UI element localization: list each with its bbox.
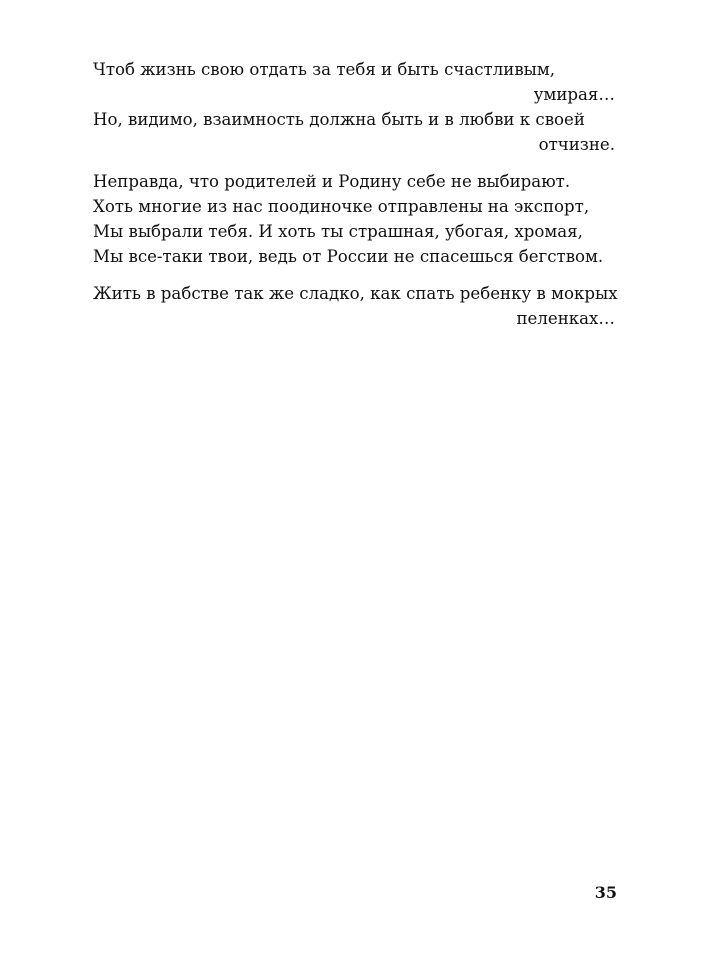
poem-line-continuation: пеленках… [516,309,615,328]
poem-line-continuation: отчизне. [538,135,615,154]
poem-line: Чтоб жизнь свою отдать за тебя и быть счастливым, [93,60,556,79]
poem-line: Неправда, что родителей и Родину себе не выбирают. [93,172,571,191]
poem-line-continuation: умирая… [533,85,615,104]
stanza-3 [93,281,618,331]
poem-line: Жить в рабстве так же сладко, как спать ребенку в мокрых [93,284,618,303]
poem-line: Мы выбрали тебя. И хоть ты страшная, убогая, хромая, [93,222,583,241]
poem-text [93,57,618,343]
poem-line: Мы все-таки твои, ведь от России не спасешься бегством. [93,247,604,266]
poem-line: Хоть многие из нас поодиночке отправлены на экспорт, [93,197,590,216]
poem-line: Но, видимо, взаимность должна быть и в любви к своей [93,110,585,129]
stanza-1 [93,57,615,157]
stanza-2 [93,169,615,269]
page-number: 35 [594,883,617,902]
